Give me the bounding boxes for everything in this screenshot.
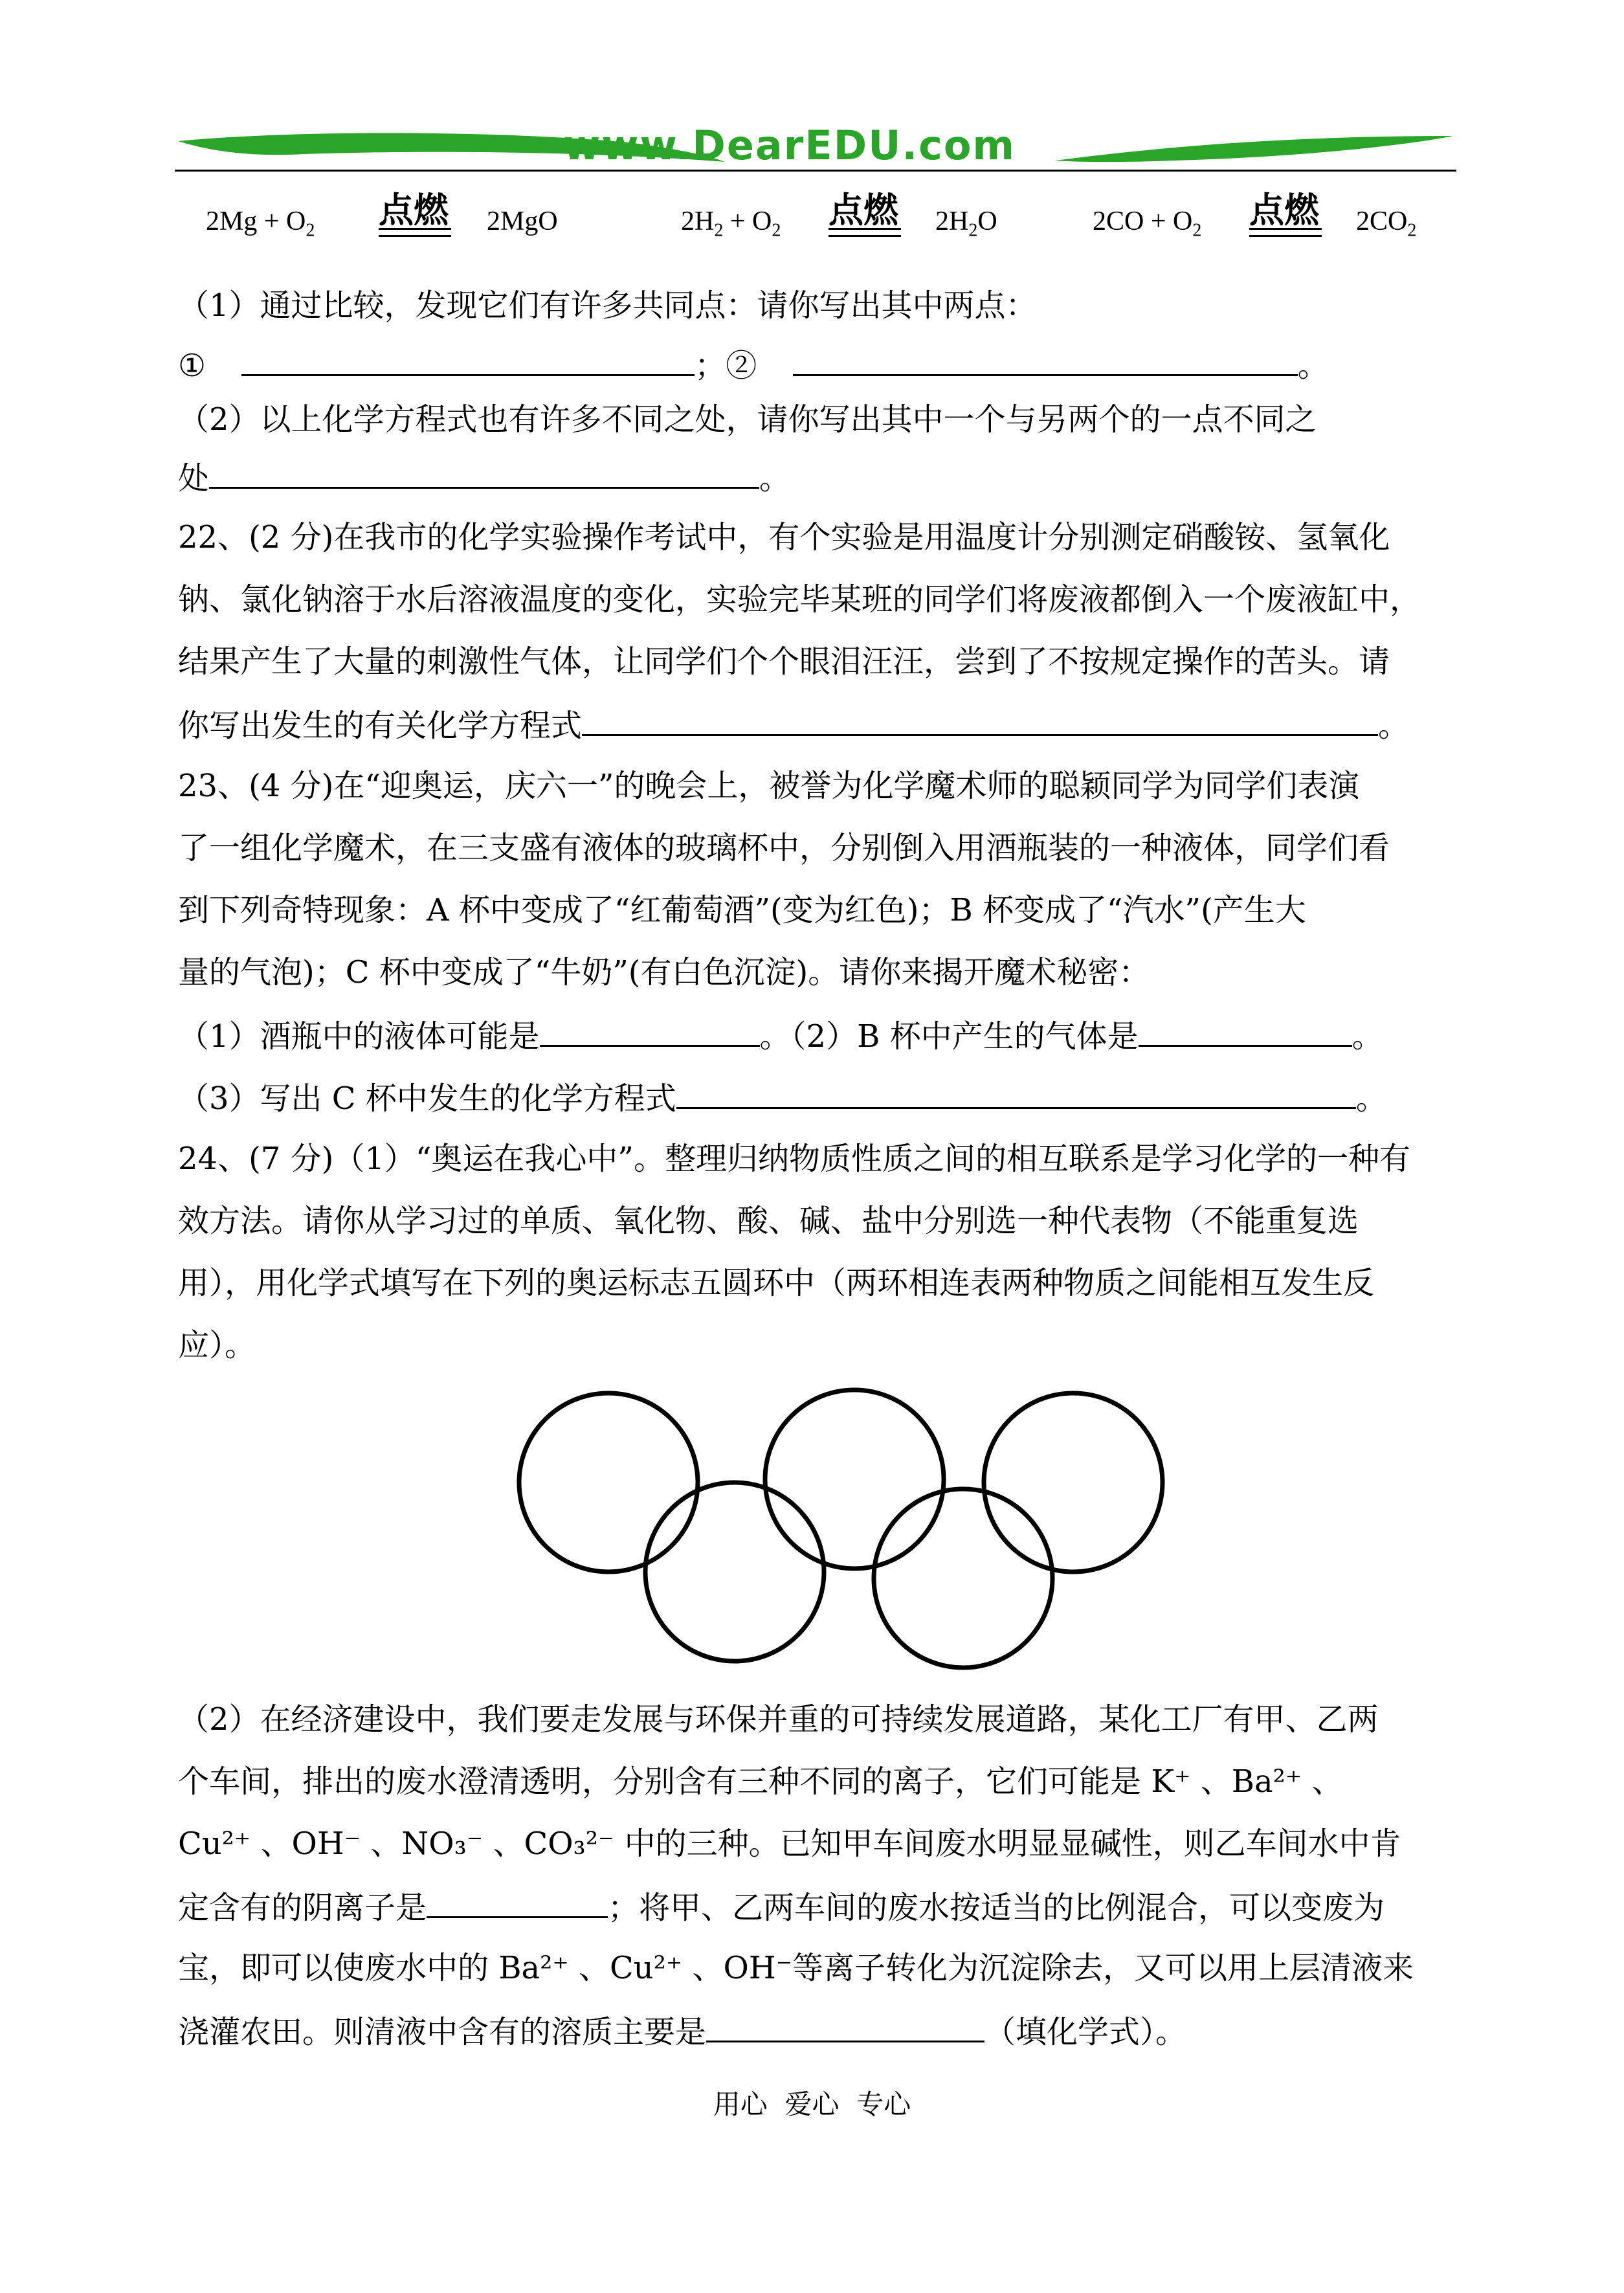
q23-line4: 量的气泡)；C 杯中变成了“牛奶”(有白色沉淀)。请你来揭开魔术秘密： (178, 954, 1150, 990)
q24-solute-text: 浇灌农田。则清液中含有的溶质主要是 (178, 2014, 707, 2050)
q22-line4-text: 你写出发生的有关化学方程式 (178, 708, 583, 744)
q23-line5 (178, 1015, 1383, 1056)
q22-line1: 22、(2 分)在我市的化学实验操作考试中，有个实验是用温度计分别测定硝酸铵、氢氧化 (178, 519, 1390, 555)
q24-p2-line2: 个车间，排出的废水澄清透明，分别含有三种不同的离子，它们可能是 K⁺ 、Ba²⁺ 、 (178, 1763, 1343, 1800)
q21-separator: ；② (695, 348, 757, 384)
q24-p2-line4-rest: ；将甲、乙两车间的废水按适当的比例混合，可以变废为 (608, 1890, 1385, 1926)
ring-top-left[interactable] (519, 1393, 698, 1572)
eq1-right: 2MgO (487, 207, 558, 236)
q24-line3: 用），用化学式填写在下列的奥运标志五圆环中（两环相连表两种物质之间能相互发生反 (178, 1265, 1375, 1301)
olympic-rings-diagram (511, 1385, 1172, 1683)
q21-answer-blank-3[interactable] (209, 457, 759, 489)
eq2-condition: 点燃 (829, 190, 898, 230)
q23-q1-text: （1）酒瓶中的液体可能是 (178, 1018, 540, 1055)
eq1-left: $2Mg + O_2$ (206, 207, 315, 241)
circle-one-mark: ① (178, 348, 206, 384)
q21-answer-blank-1[interactable] (241, 344, 695, 376)
q23-q3-period: 。 (1355, 1080, 1387, 1117)
q24-p2-line3: Cu²⁺ 、OH⁻ 、NO₃⁻ 、CO₃²⁻ 中的三种。已知甲车间废水明显显碱性，则乙车间水中肯 (178, 1826, 1401, 1862)
q22-line2: 钠、氯化钠溶于水后溶液温度的变化，实验完毕某班的同学们将废液都倒入一个废液缸中， (178, 581, 1421, 618)
q23-answer-blank-3[interactable] (676, 1077, 1356, 1109)
q22-period: 。 (1378, 708, 1410, 744)
eq3-condition: 点燃 (1249, 190, 1319, 230)
q23-q2-period: 。 (1351, 1018, 1383, 1055)
q21-period: 。 (1297, 348, 1329, 384)
q24-line4: 应）。 (178, 1327, 256, 1363)
q24-answer-blank-anion[interactable] (427, 1886, 608, 1918)
q24-line1: 24、(7 分)（1）“奥运在我心中”。整理归纳物质性质之间的相互联系是学习化学的一种有 (178, 1141, 1410, 1177)
q21-part2-label: 处 (178, 460, 210, 497)
q24-solute-hint: （填化学式）。 (984, 2014, 1187, 2050)
page-footer: 用心 爱心 专心 (713, 2088, 911, 2120)
eq1-equals-sign (379, 228, 451, 237)
eq2-left: $2H_2 + O_2$ (681, 207, 781, 241)
header-rule (175, 170, 1456, 172)
q21-part2-line1: （2）以上化学方程式也有许多不同之处，请你写出其中一个与另两个的一点不同之 (178, 401, 1317, 438)
q23-q3-text: （3）写出 C 杯中发生的化学方程式 (178, 1080, 676, 1117)
q23-answer-blank-1[interactable] (540, 1015, 760, 1047)
q24-p2-line5: 宝，即可以使废水中的 Ba²⁺ 、Cu²⁺ 、OH⁻等离子转化为沉淀除去，又可以用上层清液来 (178, 1950, 1414, 1986)
q21-part2-period: 。 (759, 460, 791, 497)
q23-line1: 23、(4 分)在“迎奥运，庆六一”的晚会上，被誉为化学魔术师的聪颖同学为同学们表演 (178, 768, 1360, 804)
q21-part1: （1）通过比较，发现它们有许多共同点：请你写出其中两点： (178, 287, 1037, 324)
q24-answer-blank-solute[interactable] (706, 2011, 984, 2042)
q22-line4 (178, 704, 1409, 745)
header-banner (175, 117, 1456, 181)
q24-anion-text: 定含有的阴离子是 (178, 1890, 427, 1926)
q22-line3: 结果产生了大量的刺激性气体，让同学们个个眼泪汪汪，尝到了不按规定操作的苦头。请 (178, 643, 1390, 680)
q23-line3: 到下列奇特现象：A 杯中变成了“红葡萄酒”(变为红色)；B 杯变成了“汽水”(产生大 (178, 892, 1306, 928)
q24-p2-line4 (178, 1886, 1385, 1927)
site-logo-text: www.DearEDU.com (563, 122, 1016, 169)
eq3-left: $2CO + O_2$ (1093, 207, 1202, 241)
eq3-right: $2CO_2$ (1356, 207, 1417, 241)
q22-answer-blank[interactable] (582, 704, 1378, 736)
ring-bottom-left[interactable] (645, 1482, 824, 1661)
eq2-right: $2H_2O$ (935, 207, 997, 241)
q24-p2-line6 (178, 2011, 1186, 2052)
q24-p2-line1: （2）在经济建设中，我们要走发展与环保并重的可持续发展道路，某化工厂有甲、乙两 (178, 1701, 1379, 1738)
q23-answer-blank-2[interactable] (1139, 1015, 1352, 1047)
q24-line2: 效方法。请你从学习过的单质、氧化物、酸、碱、盐中分别选一种代表物（不能重复选 (178, 1203, 1359, 1239)
q21-part2-line2 (178, 457, 790, 498)
eq1-condition: 点燃 (379, 190, 449, 230)
ring-bottom-right[interactable] (874, 1489, 1052, 1668)
q21-answers-row (178, 344, 1329, 385)
ring-top-middle[interactable] (765, 1390, 944, 1569)
q23-line2: 了一组化学魔术，在三支盛有液体的玻璃杯中，分别倒入用酒瓶装的一种液体，同学们看 (178, 830, 1390, 866)
eq3-equals-sign (1249, 228, 1322, 237)
ring-top-right[interactable] (984, 1393, 1162, 1572)
q23-q2-text: 。（2）B 杯中产生的气体是 (759, 1018, 1139, 1055)
eq2-equals-sign (829, 228, 901, 237)
q21-answer-blank-2[interactable] (793, 344, 1298, 376)
q23-line6 (178, 1077, 1387, 1118)
